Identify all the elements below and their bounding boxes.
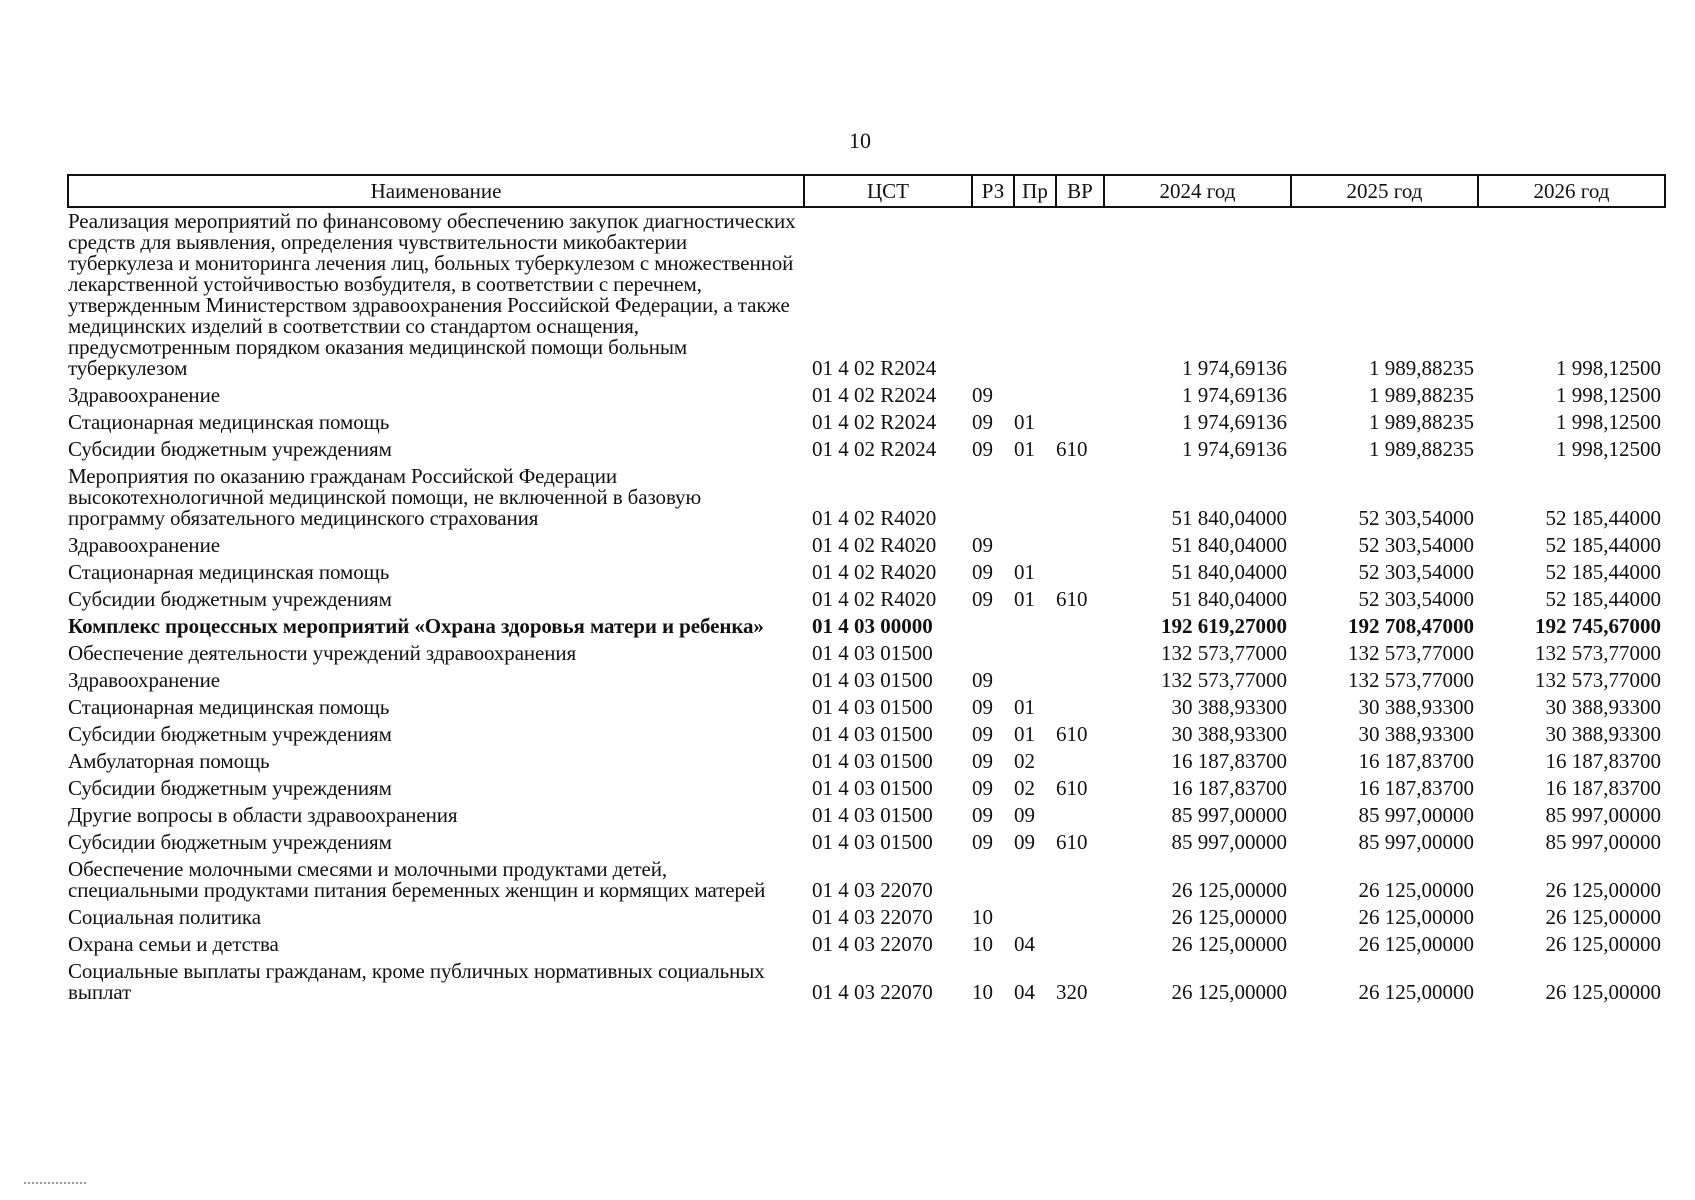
cell-rz: 10 bbox=[972, 980, 993, 1004]
cell-2026: 16 187,83700 bbox=[1545, 749, 1661, 773]
cell-cst: 01 4 03 01500 bbox=[812, 641, 933, 665]
cell-pr: 01 bbox=[1014, 695, 1035, 719]
cell-rz: 09 bbox=[972, 410, 993, 434]
cell-2024: 26 125,00000 bbox=[1171, 980, 1287, 1004]
cell-cst: 01 4 03 01500 bbox=[812, 830, 933, 854]
cell-2026: 30 388,93300 bbox=[1545, 722, 1661, 746]
cell-cst: 01 4 03 00000 bbox=[812, 614, 933, 638]
table-header bbox=[68, 175, 1665, 207]
cell-pr bbox=[1014, 904, 1056, 931]
table-row bbox=[68, 904, 1665, 931]
cell-2024: 85 997,00000 bbox=[1171, 803, 1287, 827]
cell-vr: 610 bbox=[1056, 722, 1088, 746]
cell-2024: 26 125,00000 bbox=[1171, 932, 1287, 956]
cell-name: Стационарная медицинская помощь bbox=[68, 560, 390, 584]
cell-2025: 16 187,83700 bbox=[1358, 749, 1474, 773]
cell-2025: 30 388,93300 bbox=[1358, 722, 1474, 746]
table-row bbox=[68, 667, 1665, 694]
cell-2025: 52 303,54000 bbox=[1358, 533, 1474, 557]
cell-rz: 09 bbox=[972, 587, 993, 611]
cell-2026: 26 125,00000 bbox=[1545, 905, 1661, 929]
cell-vr bbox=[1056, 931, 1104, 958]
table-row bbox=[68, 856, 1665, 904]
cell-2024: 51 840,04000 bbox=[1171, 506, 1287, 530]
header-rz: РЗ bbox=[972, 175, 1014, 207]
cell-pr bbox=[1014, 463, 1056, 532]
cell-pr: 01 bbox=[1014, 437, 1035, 461]
cell-2026: 132 573,77000 bbox=[1535, 668, 1661, 692]
table-row bbox=[68, 931, 1665, 958]
header-pr: Пр bbox=[1014, 175, 1056, 207]
cell-name: Субсидии бюджетным учреждениям bbox=[68, 830, 392, 854]
cell-cst: 01 4 02 R4020 bbox=[812, 533, 937, 557]
cell-vr bbox=[1056, 382, 1104, 409]
cell-cst: 01 4 03 01500 bbox=[812, 803, 933, 827]
cell-2026: 26 125,00000 bbox=[1545, 932, 1661, 956]
cell-2025: 26 125,00000 bbox=[1358, 932, 1474, 956]
cell-rz: 09 bbox=[972, 749, 993, 773]
cell-2024: 51 840,04000 bbox=[1171, 533, 1287, 557]
cell-vr bbox=[1056, 667, 1104, 694]
cell-pr bbox=[1014, 640, 1056, 667]
cell-cst: 01 4 03 01500 bbox=[812, 668, 933, 692]
cell-rz: 09 bbox=[972, 533, 993, 557]
cell-cst: 01 4 03 22070 bbox=[812, 932, 933, 956]
cell-name: Здравоохранение bbox=[68, 668, 220, 692]
cell-2026: 52 185,44000 bbox=[1545, 560, 1661, 584]
cell-cst: 01 4 02 R2024 bbox=[812, 410, 937, 434]
cell-vr bbox=[1056, 207, 1104, 382]
cell-pr bbox=[1014, 613, 1056, 640]
cell-name: Субсидии бюджетным учреждениям bbox=[68, 437, 392, 461]
cell-vr bbox=[1056, 409, 1104, 436]
footer-mark bbox=[24, 1182, 86, 1184]
cell-cst: 01 4 03 22070 bbox=[812, 980, 933, 1004]
cell-pr: 02 bbox=[1014, 776, 1035, 800]
cell-rz: 10 bbox=[972, 905, 993, 929]
cell-rz bbox=[972, 207, 1014, 382]
cell-2024: 51 840,04000 bbox=[1171, 587, 1287, 611]
table-row bbox=[68, 721, 1665, 748]
cell-pr: 09 bbox=[1014, 830, 1035, 854]
cell-2025: 192 708,47000 bbox=[1348, 614, 1474, 638]
cell-2026: 1 998,12500 bbox=[1556, 410, 1661, 434]
cell-vr bbox=[1056, 559, 1104, 586]
cell-vr: 610 bbox=[1056, 830, 1088, 854]
cell-pr: 01 bbox=[1014, 560, 1035, 584]
table-row bbox=[68, 409, 1665, 436]
cell-2025: 26 125,00000 bbox=[1358, 878, 1474, 902]
cell-2024: 1 974,69136 bbox=[1182, 410, 1287, 434]
cell-2024: 85 997,00000 bbox=[1171, 830, 1287, 854]
cell-name: Мероприятия по оказанию гражданам Российской Федерации высокотехнологичной медицинской помощи, не включенной в базовую программу обязательного медицинского страхования bbox=[68, 464, 702, 530]
cell-pr bbox=[1014, 207, 1056, 382]
cell-pr bbox=[1014, 382, 1056, 409]
cell-2024: 132 573,77000 bbox=[1161, 668, 1287, 692]
cell-2026: 52 185,44000 bbox=[1545, 587, 1661, 611]
table-row bbox=[68, 463, 1665, 532]
header-row bbox=[68, 175, 1665, 207]
cell-pr bbox=[1014, 856, 1056, 904]
cell-2025: 1 989,88235 bbox=[1369, 437, 1474, 461]
budget-table bbox=[67, 174, 1666, 1006]
cell-2026: 30 388,93300 bbox=[1545, 695, 1661, 719]
cell-name: Субсидии бюджетным учреждениям bbox=[68, 776, 392, 800]
cell-rz: 09 bbox=[972, 830, 993, 854]
cell-rz: 10 bbox=[972, 932, 993, 956]
cell-cst: 01 4 02 R4020 bbox=[812, 587, 937, 611]
cell-rz: 09 bbox=[972, 695, 993, 719]
cell-rz bbox=[972, 856, 1014, 904]
cell-2026: 85 997,00000 bbox=[1545, 803, 1661, 827]
cell-2024: 16 187,83700 bbox=[1171, 749, 1287, 773]
cell-name: Социальная политика bbox=[68, 905, 261, 929]
table-row bbox=[68, 559, 1665, 586]
cell-2026: 85 997,00000 bbox=[1545, 830, 1661, 854]
table-row bbox=[68, 775, 1665, 802]
cell-name: Комплекс процессных мероприятий «Охрана здоровья матери и ребенка» bbox=[68, 614, 764, 638]
header-year-2025: 2025 год bbox=[1291, 175, 1478, 207]
table-row bbox=[68, 958, 1665, 1006]
cell-cst: 01 4 03 01500 bbox=[812, 722, 933, 746]
cell-2025: 1 989,88235 bbox=[1369, 383, 1474, 407]
header-year-2024: 2024 год bbox=[1104, 175, 1291, 207]
cell-2025: 85 997,00000 bbox=[1358, 803, 1474, 827]
cell-2025: 52 303,54000 bbox=[1358, 506, 1474, 530]
cell-rz: 09 bbox=[972, 437, 993, 461]
cell-2026: 26 125,00000 bbox=[1545, 980, 1661, 1004]
cell-vr: 610 bbox=[1056, 776, 1088, 800]
table-row bbox=[68, 613, 1665, 640]
cell-2024: 30 388,93300 bbox=[1171, 695, 1287, 719]
cell-2024: 30 388,93300 bbox=[1171, 722, 1287, 746]
cell-2025: 1 989,88235 bbox=[1369, 410, 1474, 434]
cell-2026: 1 998,12500 bbox=[1556, 383, 1661, 407]
cell-2024: 1 974,69136 bbox=[1182, 356, 1287, 380]
table-row bbox=[68, 640, 1665, 667]
cell-2025: 30 388,93300 bbox=[1358, 695, 1474, 719]
cell-2025: 52 303,54000 bbox=[1358, 587, 1474, 611]
cell-cst: 01 4 02 R2024 bbox=[812, 356, 937, 380]
cell-rz: 09 bbox=[972, 803, 993, 827]
cell-2024: 26 125,00000 bbox=[1171, 905, 1287, 929]
cell-cst: 01 4 03 01500 bbox=[812, 776, 933, 800]
table-row bbox=[68, 829, 1665, 856]
cell-2026: 16 187,83700 bbox=[1545, 776, 1661, 800]
cell-vr bbox=[1056, 802, 1104, 829]
cell-cst: 01 4 03 22070 bbox=[812, 878, 933, 902]
cell-2024: 132 573,77000 bbox=[1161, 641, 1287, 665]
cell-vr bbox=[1056, 748, 1104, 775]
cell-pr: 09 bbox=[1014, 803, 1035, 827]
cell-rz bbox=[972, 463, 1014, 532]
cell-2026: 26 125,00000 bbox=[1545, 878, 1661, 902]
cell-rz bbox=[972, 640, 1014, 667]
table-body bbox=[68, 207, 1665, 1006]
header-name: Наименование bbox=[68, 175, 804, 207]
table-row bbox=[68, 802, 1665, 829]
cell-name: Субсидии бюджетным учреждениям bbox=[68, 587, 392, 611]
cell-2025: 16 187,83700 bbox=[1358, 776, 1474, 800]
table-row bbox=[68, 436, 1665, 463]
cell-cst: 01 4 03 01500 bbox=[812, 695, 933, 719]
cell-name: Охрана семьи и детства bbox=[68, 932, 279, 956]
cell-cst: 01 4 03 22070 bbox=[812, 905, 933, 929]
cell-vr bbox=[1056, 613, 1104, 640]
cell-2026: 132 573,77000 bbox=[1535, 641, 1661, 665]
cell-2026: 52 185,44000 bbox=[1545, 533, 1661, 557]
cell-2025: 132 573,77000 bbox=[1348, 668, 1474, 692]
table-row bbox=[68, 382, 1665, 409]
table-row bbox=[68, 586, 1665, 613]
header-vr: ВР bbox=[1056, 175, 1104, 207]
cell-rz: 09 bbox=[972, 776, 993, 800]
cell-vr bbox=[1056, 640, 1104, 667]
cell-rz: 09 bbox=[972, 668, 993, 692]
cell-name: Амбулаторная помощь bbox=[68, 749, 270, 773]
cell-cst: 01 4 02 R4020 bbox=[812, 560, 937, 584]
cell-cst: 01 4 02 R2024 bbox=[812, 437, 937, 461]
header-cst: ЦСТ bbox=[804, 175, 972, 207]
cell-name: Стационарная медицинская помощь bbox=[68, 410, 390, 434]
cell-pr: 01 bbox=[1014, 722, 1035, 746]
table-row bbox=[68, 532, 1665, 559]
cell-vr: 610 bbox=[1056, 437, 1088, 461]
cell-2025: 85 997,00000 bbox=[1358, 830, 1474, 854]
cell-2026: 52 185,44000 bbox=[1545, 506, 1661, 530]
cell-name: Обеспечение деятельности учреждений здравоохранения bbox=[68, 641, 577, 665]
table-row bbox=[68, 694, 1665, 721]
cell-2024: 192 619,27000 bbox=[1161, 614, 1287, 638]
cell-2024: 1 974,69136 bbox=[1182, 437, 1287, 461]
table-row bbox=[68, 207, 1665, 382]
cell-pr bbox=[1014, 667, 1056, 694]
cell-name: Обеспечение молочными смесями и молочными продуктами детей, специальными продуктами питания беременных женщин и кормящих матерей bbox=[68, 857, 766, 902]
cell-name: Другие вопросы в области здравоохранения bbox=[68, 803, 458, 827]
cell-2024: 1 974,69136 bbox=[1182, 383, 1287, 407]
cell-vr bbox=[1056, 532, 1104, 559]
cell-cst: 01 4 03 01500 bbox=[812, 749, 933, 773]
cell-2026: 192 745,67000 bbox=[1535, 614, 1661, 638]
cell-name: Субсидии бюджетным учреждениям bbox=[68, 722, 392, 746]
cell-pr: 01 bbox=[1014, 410, 1035, 434]
cell-2025: 26 125,00000 bbox=[1358, 905, 1474, 929]
cell-rz: 09 bbox=[972, 722, 993, 746]
cell-pr: 01 bbox=[1014, 587, 1035, 611]
cell-name: Здравоохранение bbox=[68, 383, 220, 407]
cell-vr: 610 bbox=[1056, 587, 1088, 611]
cell-vr bbox=[1056, 856, 1104, 904]
cell-name: Реализация мероприятий по финансовому обеспечению закупок диагностических средств для выявления, определения чувствительности микобактерии туберкулеза и мониторинга лечения лиц, больных туберкулезом с множественной лекарственной устойчивостью возбудителя, в соответствии с перечнем, утвержденным Министерством здравоохранения Российской Федерации, а также медицинских изделий в соответствии со стандартом оснащения, предусмотренным порядком оказания медицинской помощи больным туберкулезом bbox=[68, 209, 796, 380]
cell-2025: 26 125,00000 bbox=[1358, 980, 1474, 1004]
page-number: 10 bbox=[849, 128, 871, 153]
cell-vr bbox=[1056, 694, 1104, 721]
cell-rz: 09 bbox=[972, 560, 993, 584]
cell-2026: 1 998,12500 bbox=[1556, 437, 1661, 461]
cell-name: Здравоохранение bbox=[68, 533, 220, 557]
cell-name: Стационарная медицинская помощь bbox=[68, 695, 390, 719]
cell-cst: 01 4 02 R2024 bbox=[812, 383, 937, 407]
cell-2026: 1 998,12500 bbox=[1556, 356, 1661, 380]
cell-vr bbox=[1056, 463, 1104, 532]
cell-rz bbox=[972, 613, 1014, 640]
cell-2025: 52 303,54000 bbox=[1358, 560, 1474, 584]
cell-vr: 320 bbox=[1056, 980, 1088, 1004]
cell-name: Социальные выплаты гражданам, кроме публичных нормативных социальных выплат bbox=[68, 959, 765, 1004]
cell-2024: 51 840,04000 bbox=[1171, 560, 1287, 584]
cell-2024: 26 125,00000 bbox=[1171, 878, 1287, 902]
cell-pr: 04 bbox=[1014, 980, 1035, 1004]
cell-pr: 02 bbox=[1014, 749, 1035, 773]
cell-pr: 04 bbox=[1014, 932, 1035, 956]
cell-rz: 09 bbox=[972, 383, 993, 407]
table-row bbox=[68, 748, 1665, 775]
cell-cst: 01 4 02 R4020 bbox=[812, 506, 937, 530]
cell-2025: 132 573,77000 bbox=[1348, 641, 1474, 665]
cell-vr bbox=[1056, 904, 1104, 931]
header-year-2026: 2026 год bbox=[1478, 175, 1665, 207]
cell-2025: 1 989,88235 bbox=[1369, 356, 1474, 380]
cell-2024: 16 187,83700 bbox=[1171, 776, 1287, 800]
cell-pr bbox=[1014, 532, 1056, 559]
